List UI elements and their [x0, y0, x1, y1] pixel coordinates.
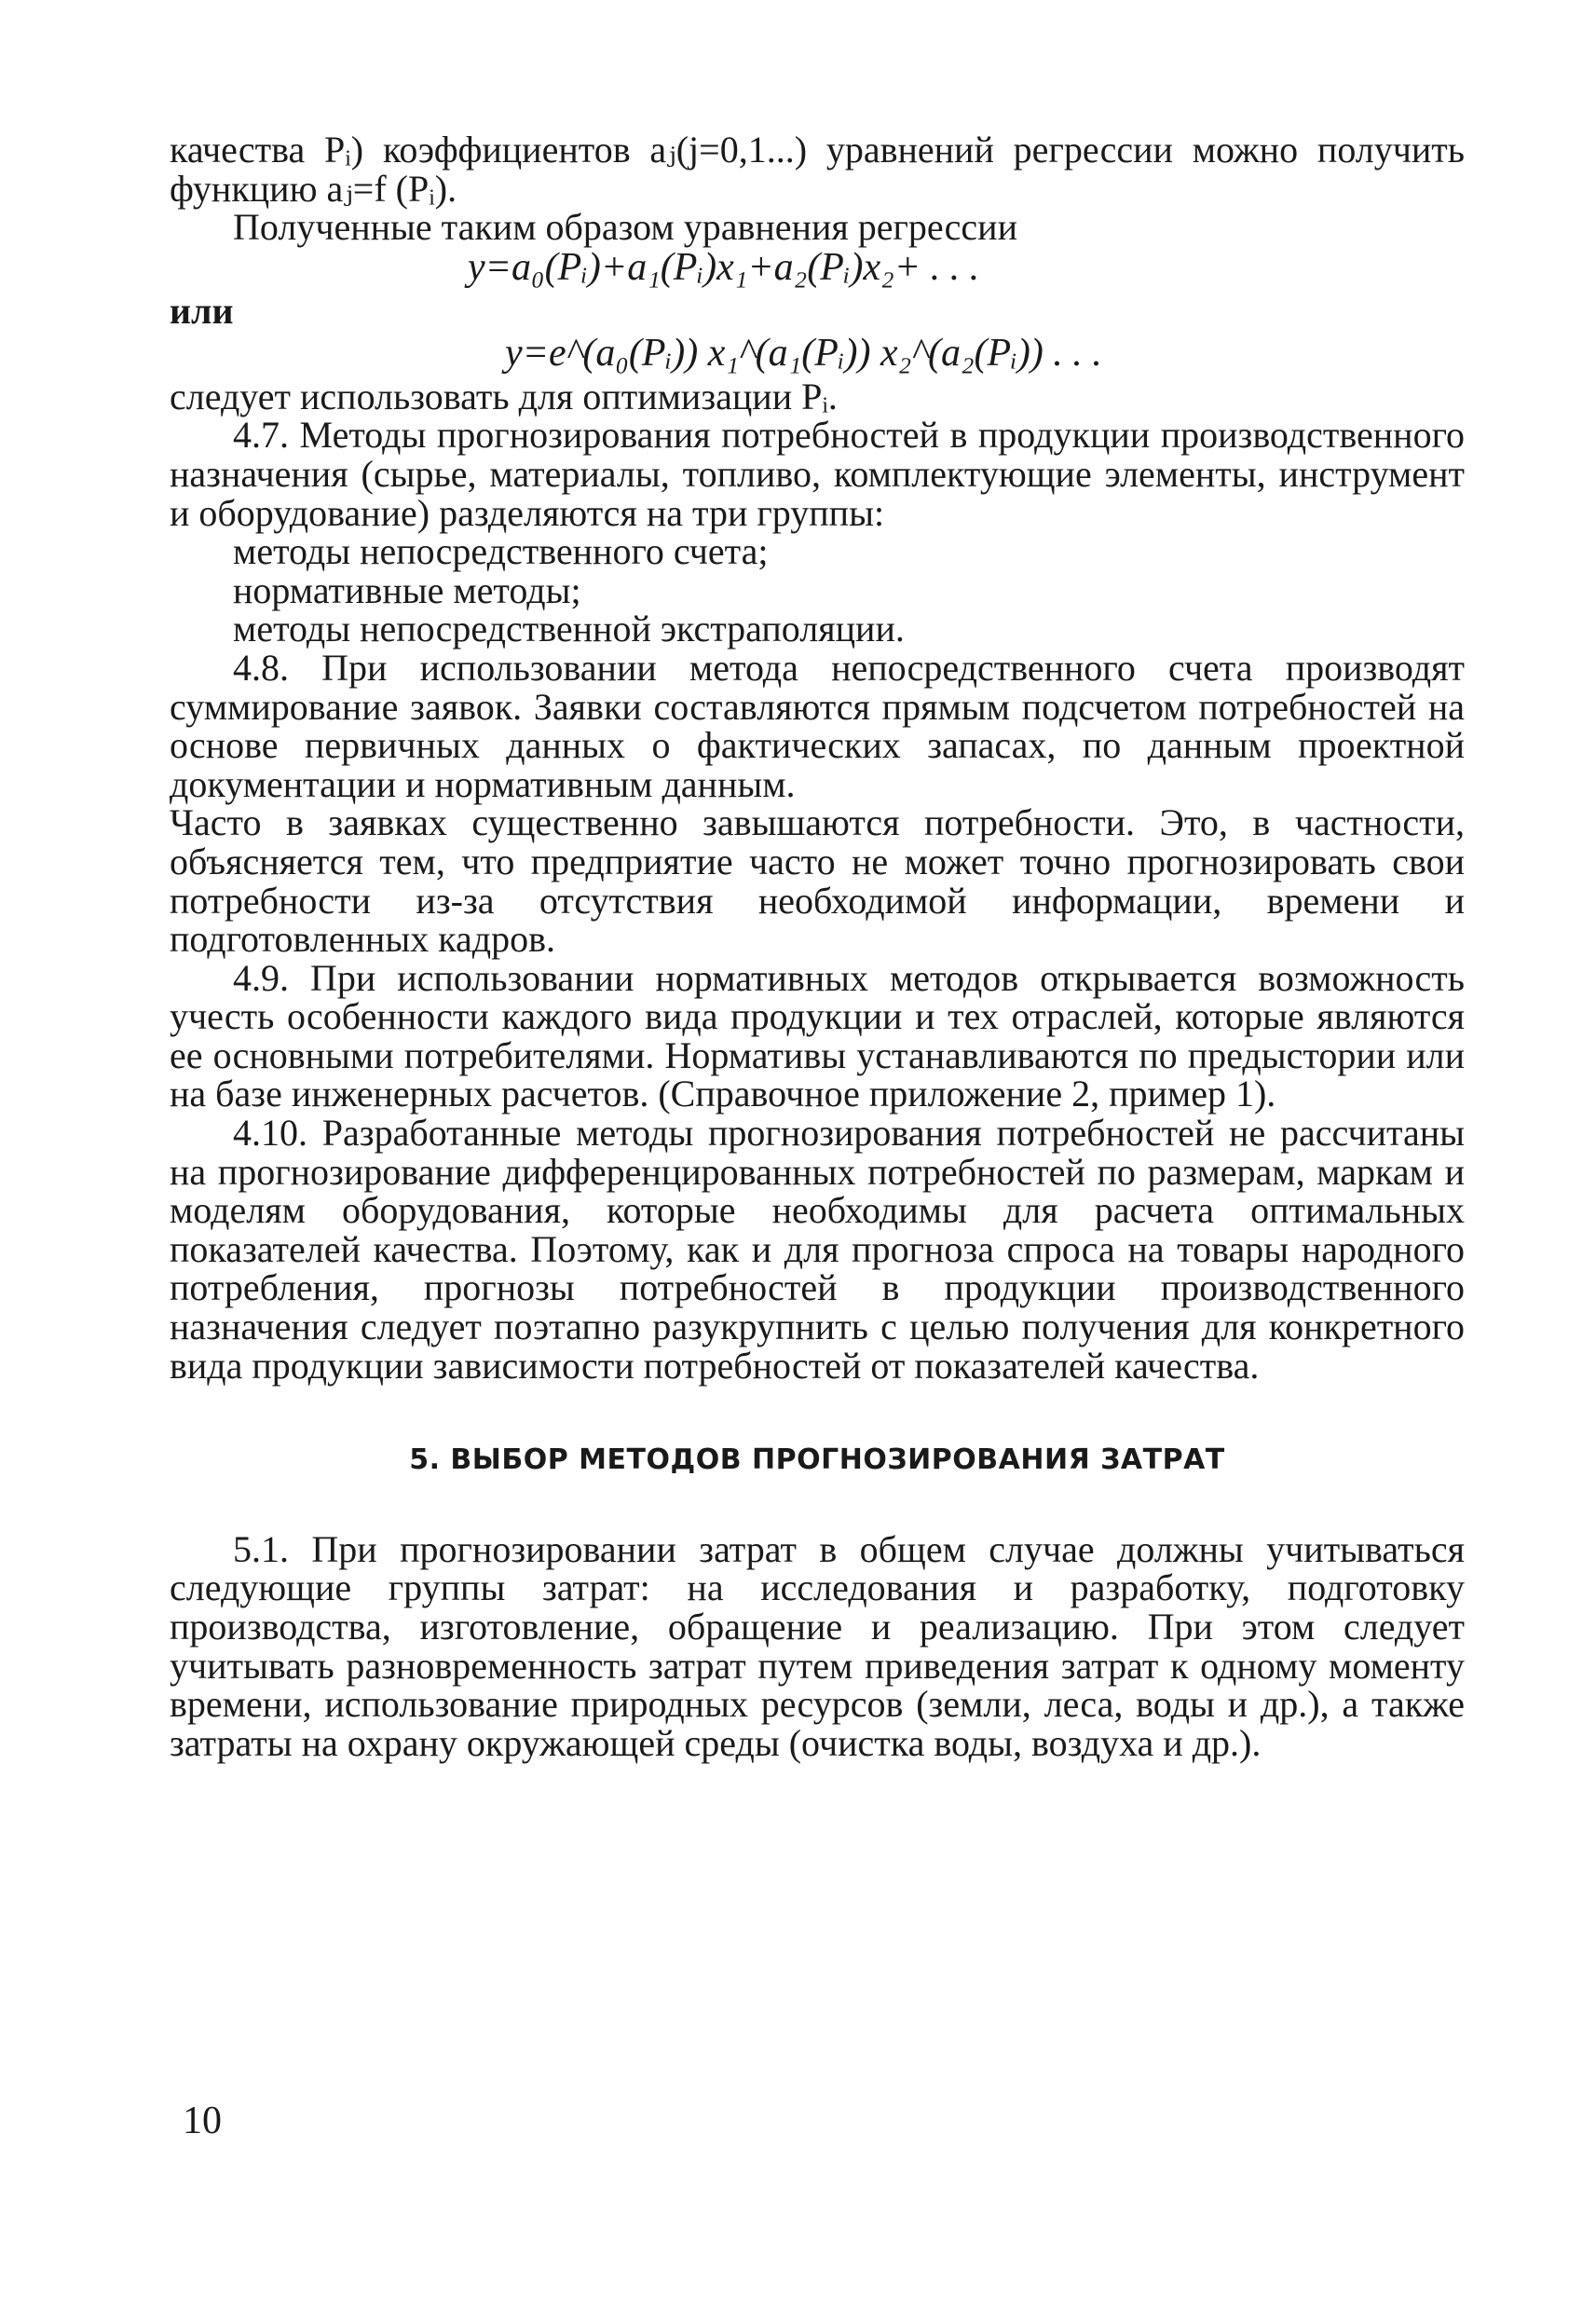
document-page	[170, 130, 1465, 1762]
paragraph-continuation: качества Pᵢ) коэффициентов aⱼ(j=0,1...) уравнений регрессии можно получить функцию aⱼ=f (Pᵢ).	[170, 129, 1465, 210]
formula-linear	[170, 247, 1465, 292]
paragraph-4-8-continued: Часто в заявках существенно завышаются потребности. Это, в частности, объясняется тем, что предприятие часто не может точно прогнозировать свои потребности из-за отсутствия необходимой информации, времени и подготовленных кадров.	[170, 801, 1465, 961]
list-item: методы непосредственной экстраполяции.	[233, 608, 905, 650]
conjunction-or: или	[170, 289, 234, 332]
list-item: нормативные методы;	[233, 568, 581, 611]
paragraph-regression-intro: Полученные таким образом уравнения регрессии	[233, 206, 1017, 249]
formula-power	[170, 333, 1465, 377]
list-item: методы непосредственного счета;	[233, 530, 769, 573]
paragraph-5-1: 5.1. При прогнозировании затрат в общем случае должны учитываться следующие группы затрат: на исследования и разработку, подготовку производства, изготовление, обращение и реализацию. При этом следует учитывать разновременность затрат путем приведения затрат к одному моменту времени, использование природных ресурсов (земли, леса, воды и др.), а также затраты на охрану окружающей среды (очистка воды, воздуха и др.).	[170, 1527, 1465, 1764]
page-number: 10	[183, 2099, 222, 2142]
paragraph-4-9: 4.9. При использовании нормативных методов открывается возможность учесть особенности каждого вида продукции и тех отраслей, которые являются ее основными потребителями. Нормативы устанавливаются по предыстории или на базе инженерных расчетов. (Справочное приложение 2, пример 1).	[170, 956, 1465, 1115]
paragraph-4-10: 4.10. Разработанные методы прогнозирования потребностей не рассчитаны на прогнозирование дифференцированных потребностей по размерам, маркам и моделям оборудования, которые необходимы для расчета оптимальных показателей качества. Поэтому, как и для прогноза спроса на товары народного потребления, прогнозы потребностей в продукции производственного назначения следует поэтапно разукрупнить с целью получения для конкретного вида продукции зависимости потребностей от показателей качества.	[170, 1112, 1465, 1387]
paragraph-4-8: 4.8. При использовании метода непосредственного счета производят суммирование заявок. Заявки составляются прямым подсчетом потребностей на основе первичных данных о фактических запасах, по данным проектной документации и нормативным данным.	[170, 646, 1465, 805]
section-heading: 5. ВЫБОР МЕТОДОВ ПРОГНОЗИРОВАНИЯ ЗАТРАТ	[409, 1443, 1225, 1477]
paragraph-4-7: 4.7. Методы прогнозирования потребностей в продукции производственного назначения (сырье, материалы, топливо, комплектующие элементы, инструмент и оборудование) разделяются на три группы:	[170, 414, 1465, 534]
formula-linear-text: y=a₀(Pᵢ)+a₁(Pᵢ)x₁+a₂(Pᵢ)x₂+ . . .	[468, 245, 980, 289]
formula-power-text: y=e^(a₀(Pᵢ)) x₁^(a₁(Pᵢ)) x₂^(a₂(Pᵢ)) . . .	[505, 331, 1102, 375]
paragraph-optimization: следует использовать для оптимизации Pᵢ.	[170, 375, 838, 417]
